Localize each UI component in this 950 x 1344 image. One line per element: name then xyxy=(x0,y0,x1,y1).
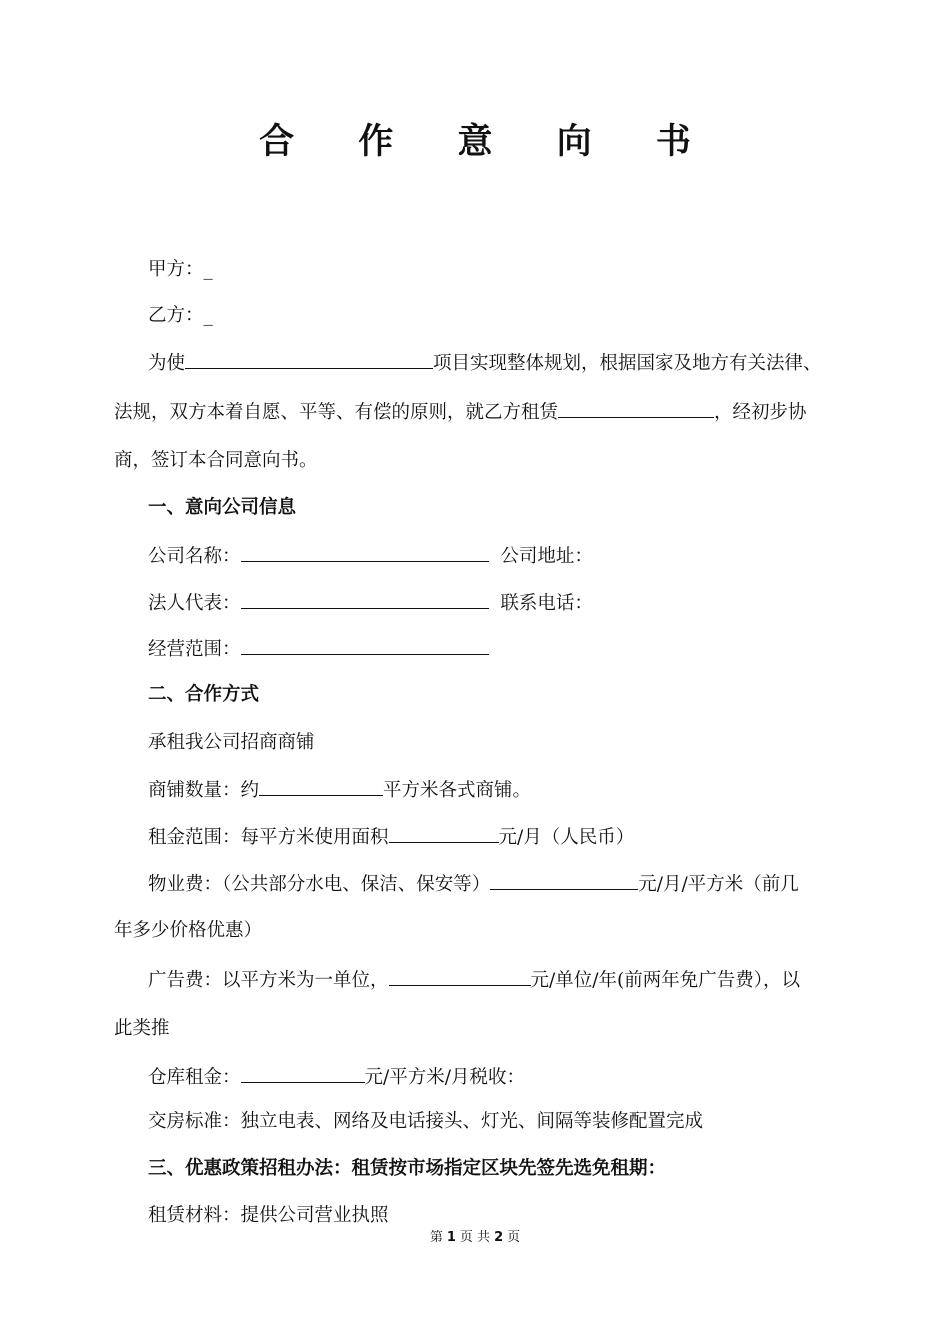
page-footer xyxy=(0,1228,950,1248)
company-address-label: 公司地址： xyxy=(500,546,593,567)
rent-blank[interactable] xyxy=(389,822,499,843)
property-fee-blank[interactable] xyxy=(490,869,638,890)
shop-count-blank[interactable] xyxy=(259,775,383,796)
property-fee-cont: 年多少价格优惠） xyxy=(114,920,263,941)
ad-fee-row xyxy=(148,965,800,995)
business-scope-label: 经营范围： xyxy=(148,639,241,660)
ad-fee-prefix: 广告费：以平方米为一单位， xyxy=(148,970,389,991)
footer-current-page: 1 xyxy=(446,1230,456,1245)
legal-rep-blank[interactable] xyxy=(241,588,489,609)
intro-line-2-suffix: ，经初步协 xyxy=(714,402,807,423)
property-fee-row xyxy=(148,869,799,899)
handover-standard: 交房标准：独立电表、网络及电话接头、灯光、间隔等装修配置完成 xyxy=(148,1111,704,1132)
legal-rep-label: 法人代表： xyxy=(148,593,241,614)
property-fee-prefix: 物业费：（公共部分水电、保洁、保安等） xyxy=(148,874,491,895)
lease-line: 承租我公司招商商铺 xyxy=(148,732,315,753)
property-fee-suffix: 元/月/平方米（前几 xyxy=(638,874,799,895)
warehouse-suffix: 元/平方米/月税收： xyxy=(364,1067,525,1088)
intro-line-1 xyxy=(148,348,822,378)
shop-count-row xyxy=(148,775,531,805)
section1-heading: 一、意向公司信息 xyxy=(148,497,297,518)
intro-line-2 xyxy=(114,397,807,427)
company-name-row xyxy=(148,541,593,571)
footer-total-pages: 2 xyxy=(494,1230,504,1245)
section2-heading: 二、合作方式 xyxy=(148,684,260,705)
company-name-blank[interactable] xyxy=(241,541,489,562)
legal-rep-row xyxy=(148,588,593,618)
party-a-line: 甲方：_ xyxy=(148,259,213,280)
footer-prefix: 第 xyxy=(429,1230,443,1245)
warehouse-blank[interactable] xyxy=(241,1062,365,1083)
intro-line-3: 商，签订本合同意向书。 xyxy=(114,450,318,471)
business-scope-row xyxy=(148,634,489,664)
project-name-blank[interactable] xyxy=(185,348,433,369)
document-title: 合 作 意 向 书 xyxy=(259,122,717,162)
intro-line-2-prefix: 法规，双方本着自愿、平等、有偿的原则，就乙方租赁 xyxy=(114,402,559,423)
warehouse-prefix: 仓库租金： xyxy=(148,1067,241,1088)
party-b-line: 乙方：_ xyxy=(148,305,213,326)
rent-row xyxy=(148,822,634,852)
intro-line-1-suffix: 项目实现整体规划，根据国家及地方有关法律、 xyxy=(433,353,822,374)
ad-fee-cont: 此类推 xyxy=(114,1018,170,1039)
warehouse-row xyxy=(148,1062,525,1092)
business-scope-blank[interactable] xyxy=(241,634,489,655)
ad-fee-blank[interactable] xyxy=(389,965,531,986)
lease-materials: 租赁材料：提供公司营业执照 xyxy=(148,1205,389,1226)
lease-object-blank[interactable] xyxy=(558,397,714,418)
company-name-label: 公司名称： xyxy=(148,546,241,567)
phone-label: 联系电话： xyxy=(500,593,593,614)
section3-heading: 三、优惠政策招租办法：租赁按市场指定区块先签先选免租期： xyxy=(148,1158,667,1179)
rent-suffix: 元/月（人民币） xyxy=(498,827,635,848)
shop-count-suffix: 平方米各式商铺。 xyxy=(383,780,532,801)
footer-suffix: 页 xyxy=(507,1230,521,1245)
ad-fee-suffix: 元/单位/年(前两年免广告费），以 xyxy=(530,970,800,991)
footer-mid: 页 共 xyxy=(459,1230,491,1245)
rent-prefix: 租金范围：每平方米使用面积 xyxy=(148,827,389,848)
shop-count-prefix: 商铺数量：约 xyxy=(148,780,260,801)
intro-line-1-prefix: 为使 xyxy=(148,353,186,374)
